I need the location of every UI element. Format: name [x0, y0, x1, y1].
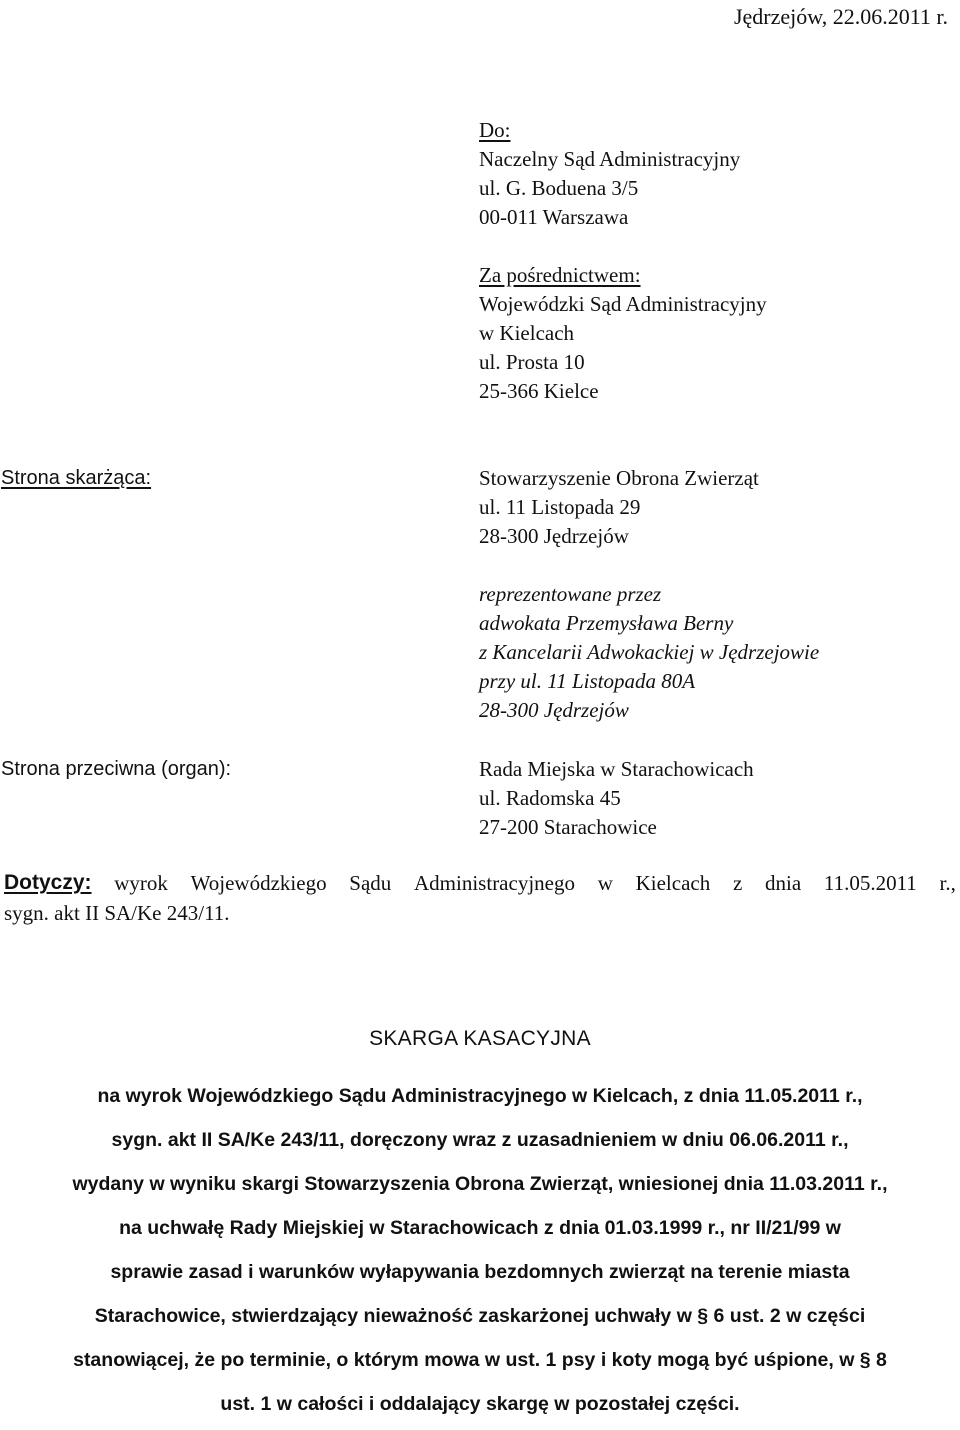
recipient-line: Naczelny Sąd Administracyjny — [479, 147, 741, 171]
document-body — [0, 1078, 960, 1430]
complainant-block — [479, 464, 759, 551]
regarding-label: Dotyczy: — [4, 871, 92, 894]
representation-line: 28-300 Jędrzejów — [479, 698, 629, 722]
recipient-line: 00-011 Warszawa — [479, 205, 629, 229]
body-line: na uchwałę Rady Miejskiej w Starachowicach z dnia 01.03.1999 r., nr II/21/99 w — [119, 1217, 841, 1239]
regarding-word: r., — [939, 871, 956, 895]
body-line: sygn. akt II SA/Ke 243/11, doręczony wraz z uzasadnieniem w dniu 06.06.2011 r., — [111, 1129, 849, 1151]
intermediary-line: ul. Prosta 10 — [479, 350, 585, 374]
recipient-block — [479, 116, 740, 232]
recipient-heading: Do: — [479, 118, 511, 142]
respondent-line: ul. Radomska 45 — [479, 786, 621, 810]
regarding-word: wyrok — [114, 871, 168, 895]
intermediary-line: w Kielcach — [479, 321, 575, 345]
regarding-word: 11.05.2011 — [823, 871, 917, 895]
regarding-word: Administracyjnego — [414, 871, 575, 895]
complainant-line: 28-300 Jędrzejów — [479, 524, 629, 548]
intermediary-line: Wojewódzki Sąd Administracyjny — [479, 292, 767, 316]
representation-block — [479, 580, 819, 725]
complainant-line: ul. 11 Listopada 29 — [479, 495, 641, 519]
regarding-word: Kielcach — [635, 871, 711, 895]
body-line: stanowiącej, że po terminie, o którym mowa w ust. 1 psy i koty mogą być uśpione, w § 8 — [73, 1349, 887, 1371]
complainant-label: Strona skarżąca: — [1, 467, 152, 489]
regarding-line-2: sygn. akt II SA/Ke 243/11. — [4, 901, 230, 925]
document-title: SKARGA KASACYJNA — [369, 1027, 591, 1050]
representation-line: adwokata Przemysława Berny — [479, 611, 734, 635]
representation-line: z Kancelarii Adwokackiej w Jędrzejowie — [479, 640, 820, 664]
respondent-label: Strona przeciwna (organ): — [1, 758, 232, 780]
representation-line: reprezentowane przez — [479, 582, 662, 606]
representation-line: przy ul. 11 Listopada 80A — [479, 669, 696, 693]
respondent-block — [479, 755, 754, 842]
intermediary-heading: Za pośrednictwem: — [479, 263, 641, 287]
recipient-line: ul. G. Boduena 3/5 — [479, 176, 639, 200]
respondent-line: Rada Miejska w Starachowicach — [479, 757, 754, 781]
regarding-word: dnia — [764, 871, 802, 895]
regarding-line-1 — [4, 868, 956, 898]
body-line: sprawie zasad i warunków wyłapywania bezdomnych zwierząt na terenie miasta — [110, 1261, 850, 1283]
body-line: na wyrok Wojewódzkiego Sądu Administracyjnego w Kielcach, z dnia 11.05.2011 r., — [97, 1085, 863, 1107]
body-line: Starachowice, stwierdzający nieważność zaskarżonej uchwały w § 6 ust. 2 w części — [94, 1305, 866, 1327]
regarding-word: Sądu — [349, 871, 392, 895]
regarding-word: w — [597, 871, 613, 895]
place-date: Jędrzejów, 22.06.2011 r. — [733, 4, 948, 29]
respondent-line: 27-200 Starachowice — [479, 815, 657, 839]
regarding-word: Wojewódzkiego — [190, 871, 327, 895]
intermediary-line: 25-366 Kielce — [479, 379, 599, 403]
intermediary-block — [479, 261, 767, 406]
regarding-word: z — [732, 871, 743, 895]
body-line: ust. 1 w całości i oddalający skargę w pozostałej części. — [220, 1393, 740, 1415]
body-line: wydany w wyniku skargi Stowarzyszenia Obrona Zwierząt, wniesionej dnia 11.03.2011 r., — [72, 1173, 888, 1195]
regarding-section — [4, 868, 956, 928]
complainant-line: Stowarzyszenie Obrona Zwierząt — [479, 466, 759, 490]
